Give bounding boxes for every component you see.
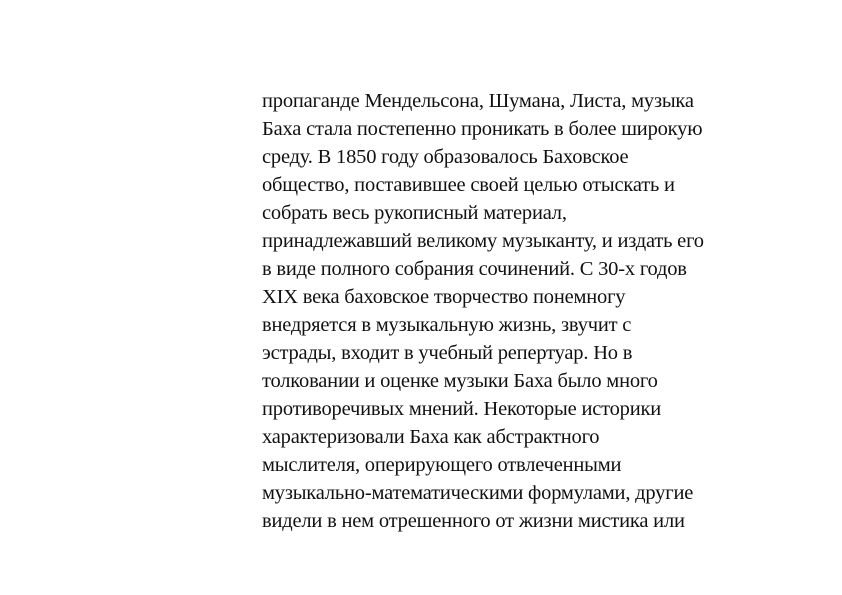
text-line-2: Баха стала постепенно проникать в более широкую [262,118,703,140]
text-line-5: собрать весь рукописный материал, [262,202,567,224]
text-line-10: эстрады, входит в учебный репертуар. Но в [262,342,633,364]
text-line-12: противоречивых мнений. Некоторые историки [262,398,662,420]
text-line-8: XIX века баховское творчество понемногу [262,286,626,308]
text-line-4: общество, поставившее своей целью отыскать и [262,174,675,196]
text-line-15: музыкально-математическими формулами, другие [262,482,694,504]
text-line-13: характеризовали Баха как абстрактного [262,426,600,448]
text-line-6: принадлежавший великому музыканту, и издать его [262,230,704,252]
text-line-14: мыслителя, оперирующего отвлеченными [262,454,622,476]
text-line-3: среду. В 1850 году образовалось Баховское [262,146,629,168]
text-line-1: пропаганде Мендельсона, Шумана, Листа, музыка [262,90,694,112]
text-line-9: внедряется в музыкальную жизнь, звучит с [262,314,632,336]
text-line-16: видели в нем отрешенного от жизни мистика или [262,510,685,532]
text-line-7: в виде полного собрания сочинений. С 30-х годов [262,258,687,280]
text-line-11: толковании и оценке музыки Баха было много [262,370,658,392]
body-text [262,87,752,535]
